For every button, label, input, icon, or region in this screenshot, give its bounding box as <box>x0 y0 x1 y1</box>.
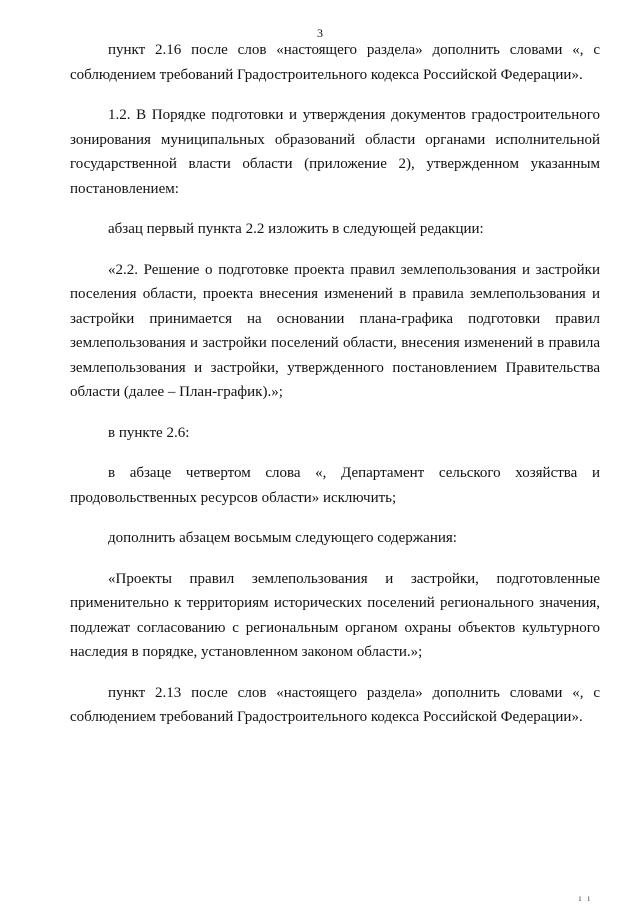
paragraph-item-2-13: пункт 2.13 после слов «настоящего раздела» дополнить словами «, с соблюдением требований Градостроительного кодекса Российской Федерации». <box>70 684 600 725</box>
paragraph-section-1-2: 1.2. В Порядке подготовки и утверждения документов градостроительного зонирования муниципальных образований области органами исполнительной государственной власти области (приложение 2), утвержденном указанным постановлением: <box>70 107 600 197</box>
page-number: 3 <box>317 26 323 40</box>
paragraph-quote-2-2: «2.2. Решение о подготовке проекта правил землепользования и застройки поселения области, проекта внесения изменений в правила землепользования и застройки принимается на основании плана-графика подготовки правил землепользования и застройки поселений области, внесения изменений в правила землепользования и застройки, утвержденного постановлением Правительства области (далее – План-график).»; <box>70 261 600 400</box>
footer-mark: ı ı <box>578 893 592 903</box>
document-body <box>70 38 600 746</box>
paragraph-fourth-abzac: в абзаце четвертом слова «, Департамент сельского хозяйства и продовольственных ресурсов области» исключить; <box>70 465 600 506</box>
paragraph-item-2-6: в пункте 2.6: <box>108 424 190 441</box>
paragraph-item-2-16: пункт 2.16 после слов «настоящего раздела» дополнить словами «, с соблюдением требований Градостроительного кодекса Российской Федерации». <box>70 42 600 83</box>
paragraph-amend-2-2: абзац первый пункта 2.2 изложить в следующей редакции: <box>108 221 484 237</box>
paragraph-quote-projects: «Проекты правил землепользования и застройки, подготовленные применительно к территориям исторических поселений регионального значения, подлежат согласованию с региональным органом охраны объектов культурного наследия в порядке, установленном законом области.»; <box>70 570 600 660</box>
paragraph-add-eighth: дополнить абзацем восьмым следующего содержания: <box>108 530 457 546</box>
